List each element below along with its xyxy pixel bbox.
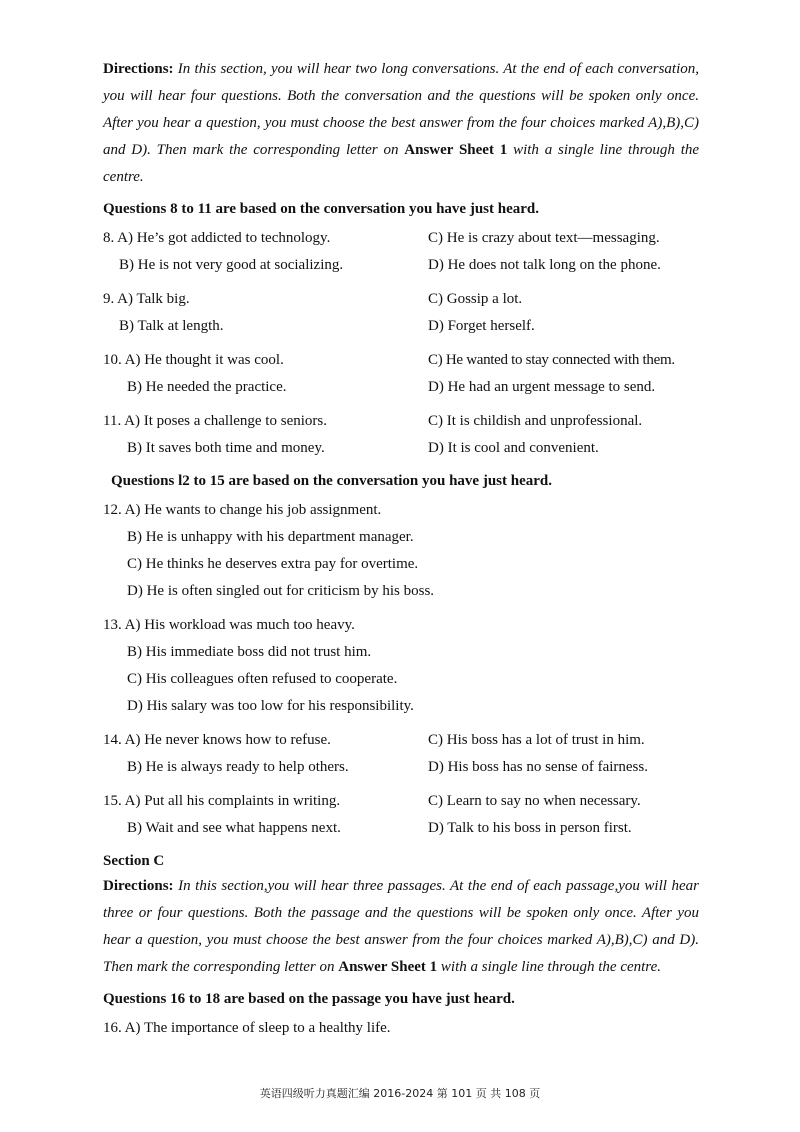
directions-text: In this section,you will hear three passages. At the end of each passage,you will hear three or four questions. Both the passage and the questions will be spoken only once. After you hear a question, you must choose the best answer from the four choices marked A),B),C) and D). Then mark the corresponding letter on (103, 878, 699, 975)
section-c-heading: Section C (103, 853, 165, 869)
q12-option-d: D) He is often singled out for criticism by his boss. (127, 583, 435, 599)
question-12 (103, 497, 699, 605)
q11-option-a: 11. A) It poses a challenge to seniors. (103, 413, 327, 429)
q10-option-c: C) He wanted to stay connected with them. (428, 352, 675, 368)
group-heading-16-18: Questions 16 to 18 are based on the passage you have just heard. (103, 991, 515, 1007)
q15-option-a: 15. A) Put all his complaints in writing. (103, 793, 341, 809)
q10-option-d: D) He had an urgent message to send. (428, 379, 656, 395)
q14-option-b: B) He is always ready to help others. (127, 759, 349, 775)
directions-text: In this section, you will hear two long conversations. At the end of each conversation, you will hear four questions. Both the conversation and the questions will be spoken only once. After you hear a question, you must choose the best answer from the four choices marked A),B),C) and D). Then mark the corresponding letter on (103, 61, 700, 158)
q8-option-c: C) He is crazy about text—messaging. (428, 230, 660, 246)
q8-option-a: 8. A) He’s got addicted to technology. (103, 230, 331, 246)
question-10 (103, 347, 699, 401)
q10-option-a: 10. A) He thought it was cool. (103, 352, 284, 368)
q11-option-b: B) It saves both time and money. (127, 440, 325, 456)
q15-option-d: D) Talk to his boss in person first. (428, 820, 632, 836)
q15-option-b: B) Wait and see what happens next. (127, 820, 341, 836)
q16-option-a: 16. A) The importance of sleep to a healthy life. (103, 1020, 391, 1036)
question-11 (103, 408, 699, 462)
directions-paragraph-1 (103, 56, 699, 191)
q13-option-d: D) His salary was too low for his responsibility. (127, 698, 414, 714)
answer-sheet-label: Answer Sheet 1 (338, 959, 438, 975)
q9-option-b: B) Talk at length. (119, 318, 224, 334)
q15-option-c: C) Learn to say no when necessary. (428, 793, 641, 809)
directions-label: Directions: (103, 61, 174, 77)
q13-option-c: C) His colleagues often refused to cooperate. (127, 671, 398, 687)
q12-option-a: 12. A) He wants to change his job assignment. (103, 502, 382, 518)
directions-tail: with a single line through the centre. (103, 142, 700, 185)
q9-option-a: 9. A) Talk big. (103, 291, 190, 307)
answer-sheet-label: Answer Sheet 1 (404, 142, 508, 158)
q9-option-c: C) Gossip a lot. (428, 291, 523, 307)
q13-option-a: 13. A) His workload was much too heavy. (103, 617, 355, 633)
q8-option-d: D) He does not talk long on the phone. (428, 257, 661, 273)
q8-option-b: B) He is not very good at socializing. (119, 257, 344, 273)
q13-option-b: B) His immediate boss did not trust him. (127, 644, 372, 660)
page-footer: 英语四级听力真题汇编 2016-2024 第 101 页 共 108 页 (259, 1087, 541, 1100)
group-heading-12-15: Questions l2 to 15 are based on the conversation you have just heard. (111, 473, 552, 489)
group-heading-8-11: Questions 8 to 11 are based on the conversation you have just heard. (103, 201, 539, 217)
q14-option-c: C) His boss has a lot of trust in him. (428, 732, 645, 748)
question-14 (103, 727, 699, 781)
directions-paragraph-2 (103, 873, 699, 981)
q11-option-d: D) It is cool and convenient. (428, 440, 599, 456)
q14-option-a: 14. A) He never knows how to refuse. (103, 732, 331, 748)
question-16 (103, 1015, 699, 1042)
question-15 (103, 788, 699, 842)
question-9 (103, 286, 699, 340)
q11-option-c: C) It is childish and unprofessional. (428, 413, 643, 429)
q14-option-d: D) His boss has no sense of fairness. (428, 759, 648, 775)
exam-page (103, 56, 699, 1049)
directions-tail: with a single line through the centre. (440, 959, 661, 975)
q12-option-b: B) He is unhappy with his department manager. (127, 529, 414, 545)
q12-option-c: C) He thinks he deserves extra pay for overtime. (127, 556, 419, 572)
directions-label: Directions: (103, 878, 174, 894)
question-13 (103, 612, 699, 720)
q9-option-d: D) Forget herself. (428, 318, 535, 334)
question-8 (103, 225, 699, 279)
q10-option-b: B) He needed the practice. (127, 379, 287, 395)
